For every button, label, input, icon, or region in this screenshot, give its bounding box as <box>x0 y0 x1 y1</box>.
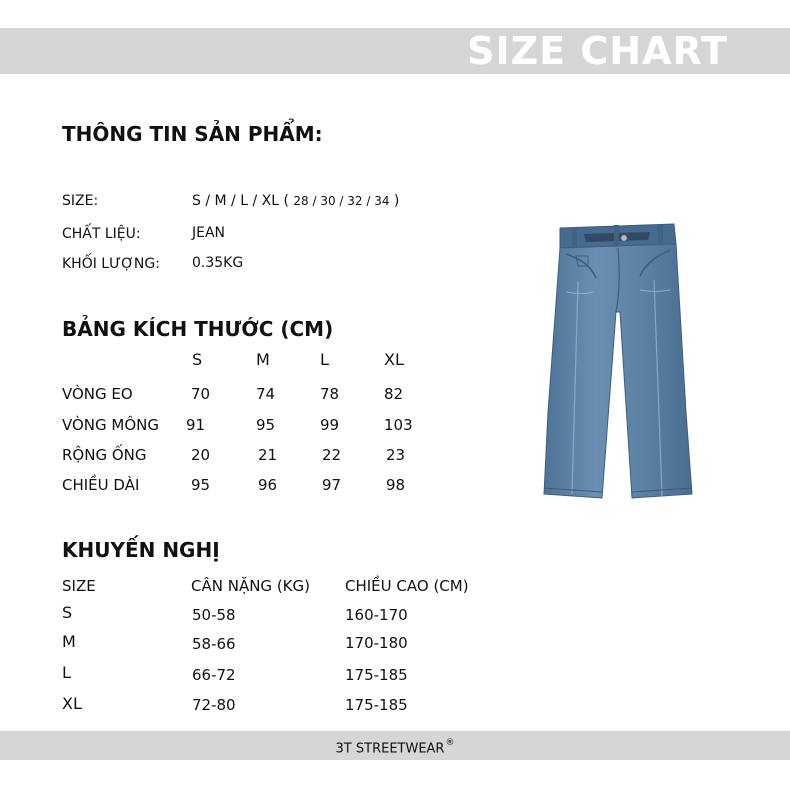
size-row-cell: 20 <box>191 446 211 464</box>
recommend-row-height: 170-180 <box>345 634 408 652</box>
size-value-close: ) <box>393 193 400 209</box>
size-row-label: VÒNG MÔNG <box>62 416 160 434</box>
recommend-row-height: 175-185 <box>345 696 408 714</box>
size-value <box>192 193 399 209</box>
size-row-cell: 103 <box>384 416 413 434</box>
weight-label: KHỐI LƯỢNG: <box>62 256 160 272</box>
size-row-cell: 23 <box>386 446 406 464</box>
size-row-cell: 91 <box>186 416 206 434</box>
size-table-heading: BẢNG KÍCH THƯỚC (CM) <box>62 317 334 341</box>
size-col-s: S <box>192 350 203 369</box>
size-row-cell: 70 <box>191 385 211 403</box>
size-col-xl: XL <box>384 350 404 369</box>
size-row-cell: 95 <box>191 476 211 494</box>
recommend-row-size: L <box>62 663 71 682</box>
recommend-row-weight: 72-80 <box>192 696 236 714</box>
jeans-product-image <box>536 222 702 502</box>
material-value: JEAN <box>192 225 226 241</box>
brand-name: 3T STREETWEAR <box>335 741 445 757</box>
brand-footer <box>0 731 790 760</box>
material-label: CHẤT LIỆU: <box>62 226 141 242</box>
size-row-cell: 99 <box>320 416 340 434</box>
size-row-cell: 98 <box>386 476 406 494</box>
recommend-row-height: 160-170 <box>345 606 408 624</box>
recommend-row-height: 175-185 <box>345 666 408 684</box>
recommend-heading: KHUYẾN NGHỊ <box>62 538 220 562</box>
size-row-cell: 21 <box>258 446 278 464</box>
recommend-row-size: S <box>62 603 73 622</box>
size-row-cell: 22 <box>322 446 342 464</box>
recommend-row-size: XL <box>62 694 82 713</box>
recommend-col-size: SIZE <box>62 577 96 595</box>
size-row-label: VÒNG EO <box>62 385 133 403</box>
size-value-numbers: 28 / 30 / 32 / 34 <box>293 194 390 208</box>
recommend-row-weight: 50-58 <box>192 606 236 624</box>
recommend-col-height: CHIỀU CAO (CM) <box>345 577 469 595</box>
page-title: SIZE CHART <box>467 29 728 73</box>
info-heading: THÔNG TIN SẢN PHẨM: <box>62 122 323 146</box>
size-row-cell: 95 <box>256 416 276 434</box>
registered-mark-icon: ® <box>445 738 455 748</box>
size-col-m: M <box>256 350 270 369</box>
size-row-label: RỘNG ỐNG <box>62 446 147 464</box>
size-row-cell: 82 <box>384 385 404 403</box>
size-label: SIZE: <box>62 193 99 209</box>
recommend-row-weight: 66-72 <box>192 666 236 684</box>
recommend-row-size: M <box>62 632 76 651</box>
size-row-label: CHIỀU DÀI <box>62 476 140 494</box>
recommend-col-weight: CÂN NẶNG (KG) <box>191 577 310 595</box>
size-col-l: L <box>320 350 329 369</box>
size-value-main: S / M / L / XL ( <box>192 193 294 209</box>
size-row-cell: 74 <box>256 385 276 403</box>
size-row-cell: 96 <box>258 476 278 494</box>
size-row-cell: 78 <box>320 385 340 403</box>
weight-value: 0.35KG <box>192 255 244 271</box>
size-row-cell: 97 <box>322 476 342 494</box>
recommend-row-weight: 58-66 <box>192 635 236 653</box>
